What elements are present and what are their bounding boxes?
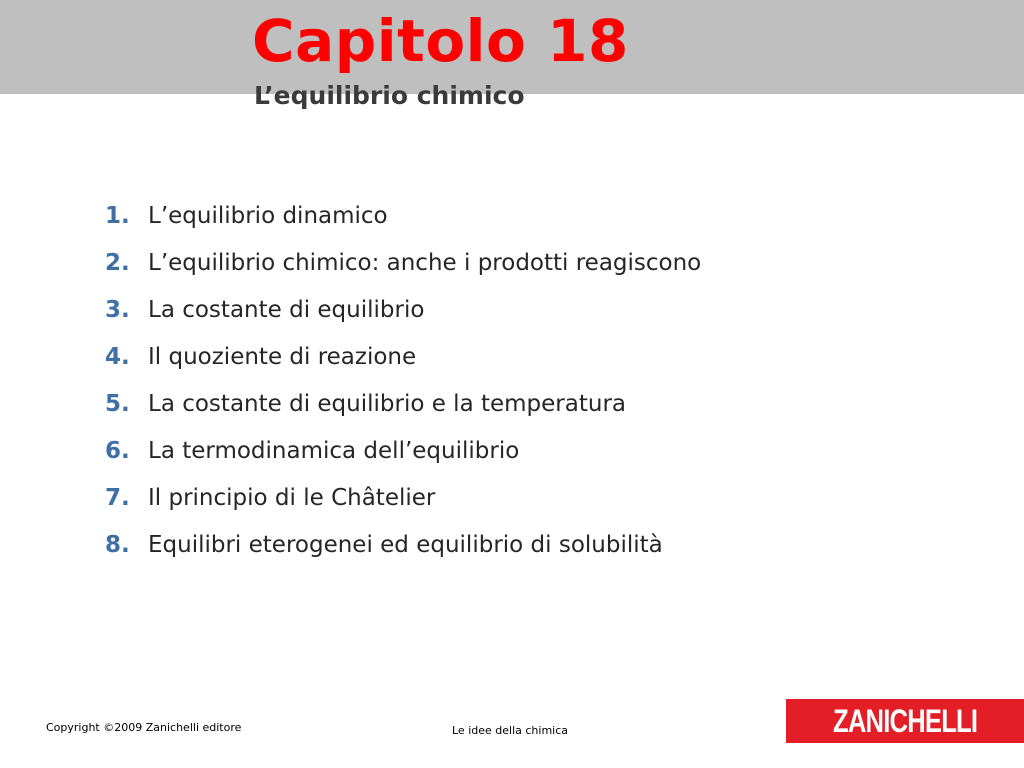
zanichelli-logo xyxy=(786,699,1024,743)
toc-item xyxy=(0,477,1024,524)
toc-item xyxy=(0,383,1024,430)
toc-item xyxy=(0,336,1024,383)
toc-item-text: La termodinamica dell’equilibrio xyxy=(148,438,520,464)
table-of-contents xyxy=(0,195,1024,571)
footer-book-title: Le idee della chimica xyxy=(452,724,569,737)
toc-item-text: L’equilibrio dinamico xyxy=(148,203,388,229)
toc-item xyxy=(0,242,1024,289)
toc-item-number: 6. xyxy=(105,438,130,464)
toc-item xyxy=(0,289,1024,336)
toc-item-number: 4. xyxy=(105,344,130,370)
toc-item-number: 3. xyxy=(105,297,130,323)
toc-item-text: Il principio di le Châtelier xyxy=(148,485,436,511)
toc-item-number: 7. xyxy=(105,485,130,511)
toc-item-text: La costante di equilibrio xyxy=(148,297,425,323)
toc-item-number: 1. xyxy=(105,203,130,229)
toc-item-number: 2. xyxy=(105,250,130,276)
toc-item xyxy=(0,524,1024,571)
toc-item xyxy=(0,195,1024,242)
toc-item-text: Il quoziente di reazione xyxy=(148,344,417,370)
toc-item-number: 5. xyxy=(105,391,130,417)
toc-item-number: 8. xyxy=(105,532,130,558)
toc-item-text: Equilibri eterogenei ed equilibrio di solubilità xyxy=(148,532,663,558)
footer-copyright: Copyright ©2009 Zanichelli editore xyxy=(46,721,242,734)
toc-item-text: La costante di equilibrio e la temperatura xyxy=(148,391,626,417)
toc-item-text: L’equilibrio chimico: anche i prodotti reagiscono xyxy=(148,250,702,276)
toc-item xyxy=(0,430,1024,477)
chapter-subtitle: L’equilibrio chimico xyxy=(254,81,525,110)
chapter-title: Capitolo 18 xyxy=(252,7,629,75)
logo-text: ZANICHELLI xyxy=(832,702,978,739)
